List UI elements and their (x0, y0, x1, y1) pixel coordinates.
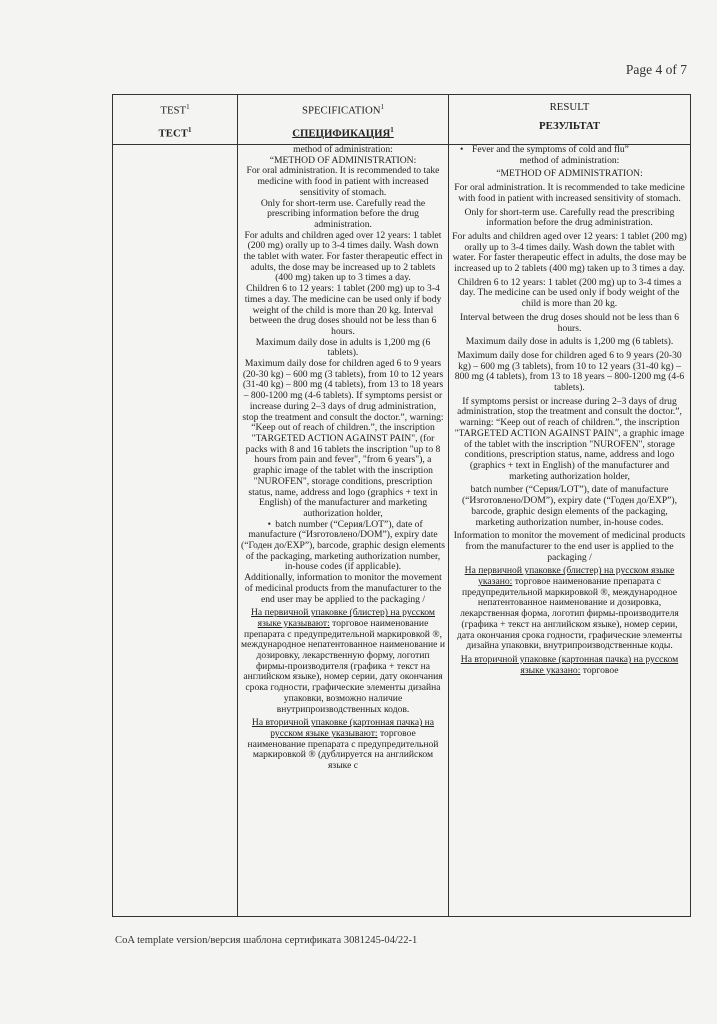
spec-paragraph: Additionally, information to monitor the movement of medicinal products from the manufacturer to the end user may be applied to the packaging / (244, 572, 442, 605)
footer-template-version: CoA template version/версия шаблона сертификата 3081245-04/22-1 (115, 935, 418, 946)
header-spec-en: SPECIFICATION (301, 104, 381, 117)
bullet-icon: • (267, 518, 271, 530)
result-paragraph: Only for short-term use. Carefully read the prescribing information before the drug administration. (464, 206, 675, 229)
spec-bullet-paragraph: • batch number (“Серия/LOT”), date of manufacture (“Изготовлено/DOM”), expiry date (“Годен до/EXP”), barcode, graphic design elements of the packaging, marketing authorization number, in-house codes (if applicable). (241, 518, 445, 573)
bullet-icon: • (460, 145, 464, 155)
spec-paragraph: Only for short-term use. Carefully read the prescribing information before the drug administration. (260, 197, 426, 230)
header-result-en: RESULT (549, 101, 590, 113)
specification-table (112, 94, 691, 917)
header-specification (238, 95, 449, 145)
spec-paragraph: For oral administration. It is recommended to take medicine with food in patient with increased sensitivity of stomach. (246, 165, 440, 198)
result-paragraph: For oral administration. It is recommended to take medicine with food in patient with increased sensitivity of stomach. (454, 182, 685, 204)
result-bullet: • Fever and the symptoms of cold and flu” (460, 145, 629, 155)
table-header-row (113, 95, 691, 145)
result-paragraph: method of administration: (519, 154, 620, 166)
result-paragraph: “METHOD OF ADMINISTRATION: (496, 168, 643, 180)
page-number: Page 4 of 7 (625, 62, 687, 77)
result-paragraph: Interval between the drug doses should not be less than 6 hours. (459, 311, 679, 334)
footnote-marker: 1 (380, 103, 385, 111)
spec-paragraph: Maximum daily dose in adults is 1,200 mg (6 tablets). (255, 336, 431, 359)
spec-paragraph: Children 6 to 12 years: 1 tablet (200 mg) up to 3-4 times a day. The medicine can be used only if body weight of the child is more than 20 kg. Interval between the drug doses should not be less than 6 hours. (244, 283, 442, 337)
header-test-ru: ТЕСТ (158, 127, 188, 140)
result-cell (449, 145, 691, 917)
result-paragraph: If symptoms persist or increase during 2–3 days of drug administration, stop the treatment and consult the doctor.”, warning: “Keep out of reach of children.”, the inscription "TARGETED ACTION AGAINST PAIN", a graphic image of the tablet with the inscription "NUROFEN", storage conditions, prescription status, name, address and logo (graphics + text in English) of the manufacturer and marketing authorization holder, (454, 395, 685, 482)
footnote-marker: 1 (186, 103, 190, 111)
result-paragraph: Maximum daily dose for children aged 6 to 9 years (20-30 kg) – 600 mg (3 tablets), from 10 to 12 years (31-40 kg) – 800 mg (4 tablets), from 13 to 18 years – 800-1200 mg (4-6 tablets). (454, 349, 685, 394)
footnote-marker: 1 (390, 125, 394, 134)
header-result-ru: РЕЗУЛЬТАТ (539, 120, 600, 132)
result-paragraph: Children 6 to 12 years: 1 tablet (200 mg) up to 3-4 times a day. The medicine can be used only if body weight of the child is more than 20 kg. (457, 276, 682, 310)
specification-cell (238, 145, 449, 917)
spec-paragraph-ru: На первичной упаковке (блистер) на русском языке указывают: торговое наименование препарата с предупредительной маркировкой ®, международное непатентованное наименование и дозировку, лекарственную форму, логотип фирмы-производителя (графика + текст на английском языке), номер серии, дату окончания срока годности, графические элементы дизайна упаковки, возможно наличие внутрипроизводственных кодов. (241, 607, 445, 715)
header-result (449, 95, 691, 145)
header-test-en: TEST (160, 104, 187, 117)
spec-paragraph: “METHOD OF ADMINISTRATION: (269, 154, 417, 166)
header-test (113, 95, 238, 145)
result-paragraph: batch number (“Серия/LOT”), date of manufacture (“Изготовлено/DOM”), expiry date (“Годен до/EXP”), barcode, graphic design elements of the packaging, marketing authorization number, in-house codes. (461, 484, 678, 528)
test-cell (113, 145, 238, 917)
spec-paragraph: For adults and children aged over 12 years: 1 tablet (200 mg) orally up to 3-4 times daily. Wash down the tablet with water. For faster therapeutic effect in adults, the dose may be increased up to 2 tablets (400 mg) taken up to 3 times a day. (243, 229, 443, 284)
result-paragraph: Information to monitor the movement of medicinal products from the manufacturer to the end user is applied to the packaging / (453, 530, 686, 563)
result-paragraph: Maximum daily dose in adults is 1,200 mg (6 tablets). (465, 336, 674, 348)
result-paragraph: For adults and children aged over 12 years: 1 tablet (200 mg) orally up to 3-4 times daily. Wash down the tablet with water. For faster therapeutic effect in adults, the dose may be increased up to 2 tablets (400 mg) taken up to 3 times a day. (452, 230, 687, 275)
footnote-marker: 1 (187, 125, 192, 134)
spec-paragraph: method of administration: (293, 145, 393, 155)
header-spec-ru: СПЕЦИФИКАЦИЯ (292, 127, 391, 140)
result-paragraph-ru: На первичной упаковке (блистер) на русском языке указано: торговое наименование препарата с предупредительной маркировкой ®, международное непатентованное наименование и дозировка, лекарственная форма, логотип фирмы-производителя (графика + текст на английском языке), номер серии, дата окончания срока годности, графические элементы дизайна упаковки, внутрипроизводственные коды. (456, 565, 683, 652)
spec-paragraph-ru: На вторичной упаковке (картонная пачка) на русском языке указывают: торговое наименование препарата с предупредительной маркировкой ® (дублируется на английском языке с (247, 717, 439, 772)
table-row (113, 145, 691, 917)
spec-paragraph: Maximum daily dose for children aged 6 to 9 years (20-30 kg) – 600 mg (3 tablets), from 10 to 12 years (31-40 kg) – 800 mg (4 tablets), from 13 to 18 years – 800-1200 mg (4-6 tablets). If symptoms persist or increase during 2–3 days of drug administration, stop the treatment and consult the doctor.”, warning: “Keep out of reach of children.”, the inscription "TARGETED ACTION AGAINST PAIN", (for packs with 8 and 16 tablets the inscription "up to 8 hours from pain and fever", "from 6 years"), a graphic image of the tablet with the inscription "NUROFEN", storage conditions, prescription status, name, address and logo (graphics + text in English) of the manufacturer and marketing authorization holder, (242, 358, 444, 519)
result-paragraph-ru: На вторичной упаковке (картонная пачка) на русском языке указано: торговое (460, 653, 679, 676)
